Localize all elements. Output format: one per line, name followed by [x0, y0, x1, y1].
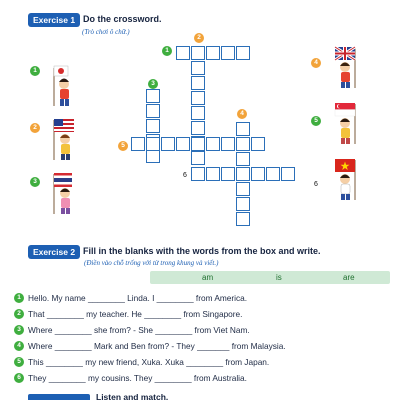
crossword-cell[interactable] [191, 151, 205, 165]
sentence-number-2: 2 [14, 309, 24, 319]
exercise-1-subtitle: (Trò chơi ô chữ.) [82, 28, 130, 36]
crossword-cell[interactable] [146, 119, 160, 133]
crossword-clue-4: 4 [237, 109, 247, 119]
sentence-number-4: 4 [14, 341, 24, 351]
exercise-2-title: Fill in the blanks with the words from the box and write. [83, 246, 321, 256]
crossword-cell[interactable] [236, 167, 250, 181]
crossword-clue-6: 6 [183, 172, 187, 179]
crossword-cell[interactable] [206, 167, 220, 181]
sentence-number-6: 6 [14, 373, 24, 383]
exercise-3-badge [28, 394, 90, 400]
crossword-cell[interactable] [206, 137, 220, 151]
sentence-5: This ________ my new friend, Xuka. Xuka ________ from Japan. [28, 357, 270, 367]
singapore-flag-kid-illustration [333, 100, 359, 146]
picture-number-1: 1 [30, 66, 40, 76]
crossword-cell[interactable] [191, 137, 205, 151]
picture-number-3: 3 [30, 177, 40, 187]
picture-number-6: 6 [314, 181, 318, 188]
sentence-1: Hello. My name ________ Linda. I ________ from America. [28, 293, 248, 303]
word-am: am [202, 273, 214, 282]
crossword-cell[interactable] [146, 104, 160, 118]
crossword-cell[interactable] [176, 137, 190, 151]
crossword-cell[interactable] [221, 137, 235, 151]
crossword-cell[interactable] [191, 121, 205, 135]
crossword-cell[interactable] [236, 212, 250, 226]
crossword-clue-5: 5 [118, 141, 128, 151]
crossword-clue-1: 1 [162, 46, 172, 56]
sentence-number-3: 3 [14, 325, 24, 335]
exercise-3-title: Listen and match. [96, 392, 169, 400]
crossword-cell[interactable] [146, 137, 160, 151]
picture-number-4: 4 [311, 58, 321, 68]
exercise-2-badge: Exercise 2 [28, 245, 80, 259]
crossword-cell[interactable] [266, 167, 280, 181]
crossword-cell[interactable] [251, 137, 265, 151]
crossword-cell[interactable] [191, 106, 205, 120]
word-are: are [343, 273, 355, 282]
usa-flag-kid-illustration [50, 116, 76, 162]
crossword-cell[interactable] [221, 46, 235, 60]
crossword-cell[interactable] [176, 46, 190, 60]
crossword-cell[interactable] [236, 122, 250, 136]
word-box [150, 271, 390, 284]
crossword-cell[interactable] [236, 197, 250, 211]
sentence-3: Where ________ she from? - She ________ from Viet Nam. [28, 325, 250, 335]
crossword-cell[interactable] [221, 167, 235, 181]
crossword-cell[interactable] [191, 46, 205, 60]
crossword-cell[interactable] [191, 61, 205, 75]
crossword-cell[interactable] [191, 91, 205, 105]
japan-flag-kid-illustration [50, 62, 76, 108]
crossword-cell[interactable] [146, 149, 160, 163]
uk-flag-kid-illustration [333, 44, 359, 90]
sentence-6: They ________ my cousins. They ________ from Australia. [28, 373, 247, 383]
sentence-number-5: 5 [14, 357, 24, 367]
sentence-4: Where ________ Mark and Ben from? - They _______ from Malaysia. [28, 341, 286, 351]
exercise-1-badge: Exercise 1 [28, 13, 80, 27]
crossword-cell[interactable] [236, 182, 250, 196]
crossword-clue-2: 2 [194, 33, 204, 43]
crossword-cell[interactable] [236, 152, 250, 166]
crossword-cell[interactable] [251, 167, 265, 181]
word-is: is [276, 273, 282, 282]
crossword-cell[interactable] [281, 167, 295, 181]
vietnam-flag-kid-illustration [333, 156, 359, 202]
crossword-clue-3: 3 [148, 79, 158, 89]
sentence-number-1: 1 [14, 293, 24, 303]
crossword-cell[interactable] [131, 137, 145, 151]
crossword-cell[interactable] [236, 46, 250, 60]
sentence-2: That ________ my teacher. He ________ from Singapore. [28, 309, 243, 319]
crossword-cell[interactable] [191, 167, 205, 181]
exercise-2-subtitle: (Điền vào chỗ trống với từ trong khung và viết.) [84, 259, 219, 267]
thailand-flag-kid-illustration [50, 170, 76, 216]
picture-number-2: 2 [30, 123, 40, 133]
crossword-cell[interactable] [146, 89, 160, 103]
crossword-cell[interactable] [206, 46, 220, 60]
exercise-1-title: Do the crossword. [83, 14, 162, 24]
picture-number-5: 5 [311, 116, 321, 126]
crossword-cell[interactable] [161, 137, 175, 151]
crossword-cell[interactable] [191, 76, 205, 90]
crossword-cell[interactable] [236, 137, 250, 151]
